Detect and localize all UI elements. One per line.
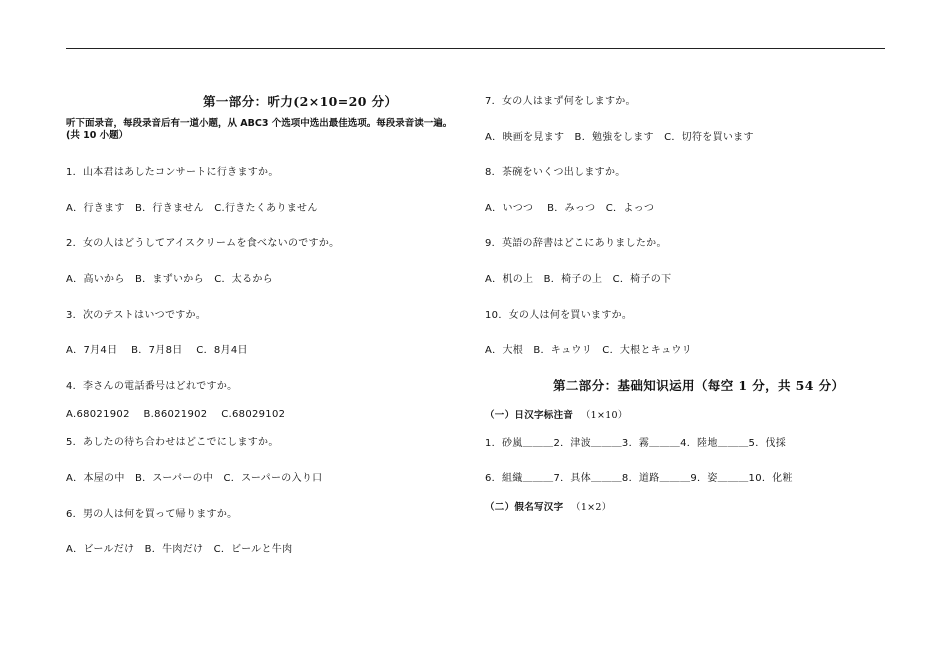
section1-note: （1×10） (580, 410, 628, 421)
header-rule (66, 48, 885, 49)
part1-instruction-text: 听下面录音，每段录音后有一道小题，从 ABC3 个选项中选出最佳选项。每段录音读一遍。 (66, 118, 453, 129)
question-5: 5．あしたの待ち合わせはどこでにしますか。 (66, 437, 279, 448)
section1-line-1: 1．砂嵐＿＿＿2．津波＿＿＿3．霧＿＿＿4．陸地＿＿＿5．伐採 (485, 438, 787, 449)
question-9: 9．英語の辞書はどこにありましたか。 (485, 238, 667, 249)
section2-note: （1×2） (571, 502, 612, 513)
question-7-options: A．映画を見ます B．勉強をします C．切符を買います (485, 132, 754, 143)
section2-title (485, 501, 612, 514)
part1-title: 第一部分：听力(2×10=20 分） (203, 94, 398, 109)
question-4: 4．李さんの電話番号はどれですか。 (66, 381, 238, 392)
part2-title: 第二部分：基础知识运用（每空 1 分，共 54 分） (553, 378, 845, 393)
question-6-options: A．ビールだけ B．牛肉だけ C．ビールと牛肉 (66, 544, 293, 555)
question-3: 3．次のテストはいつですか。 (66, 310, 207, 321)
section1-title-text: （一）日汉字标注音 (485, 410, 574, 421)
question-1: 1．山本君はあしたコンサートに行きますか。 (66, 167, 279, 178)
question-8-options: A．いつつ B．みっつ C．よっつ (485, 203, 655, 214)
section1-line-2: 6．組織＿＿＿7．具体＿＿＿8．道路＿＿＿9．姿＿＿＿10．化粧 (485, 473, 793, 484)
part1-instruction (66, 118, 466, 141)
question-10-options: A．大根 B．キュウリ C．大根とキュウリ (485, 345, 692, 356)
question-5-options: A．本屋の中 B．スーパーの中 C．スーパーの入り口 (66, 473, 323, 484)
question-7: 7．女の人はまず何をしますか。 (485, 96, 636, 107)
part1-question-count: (共 10 小题） (66, 129, 129, 141)
question-10: 10．女の人は何を買いますか。 (485, 310, 633, 321)
question-4-options: A.68021902 B.86021902 C.68029102 (66, 409, 286, 420)
question-2-options: A．高いから B．まずいから C．太るから (66, 274, 273, 285)
section2-title-text: （二）假名写汉字 (485, 502, 564, 513)
question-9-options: A．机の上 B．椅子の上 C．椅子の下 (485, 274, 672, 285)
question-8: 8．茶碗をいくつ出しますか。 (485, 167, 626, 178)
question-1-options: A．行きます B．行きません C.行きたくありません (66, 203, 318, 214)
section1-title (485, 409, 628, 422)
question-2: 2．女の人はどうしてアイスクリームを食べないのですか。 (66, 238, 340, 249)
question-3-options: A．7月4日 B．7月8日 C．8月4日 (66, 345, 248, 356)
question-6: 6．男の人は何を買って帰りますか。 (66, 509, 238, 520)
